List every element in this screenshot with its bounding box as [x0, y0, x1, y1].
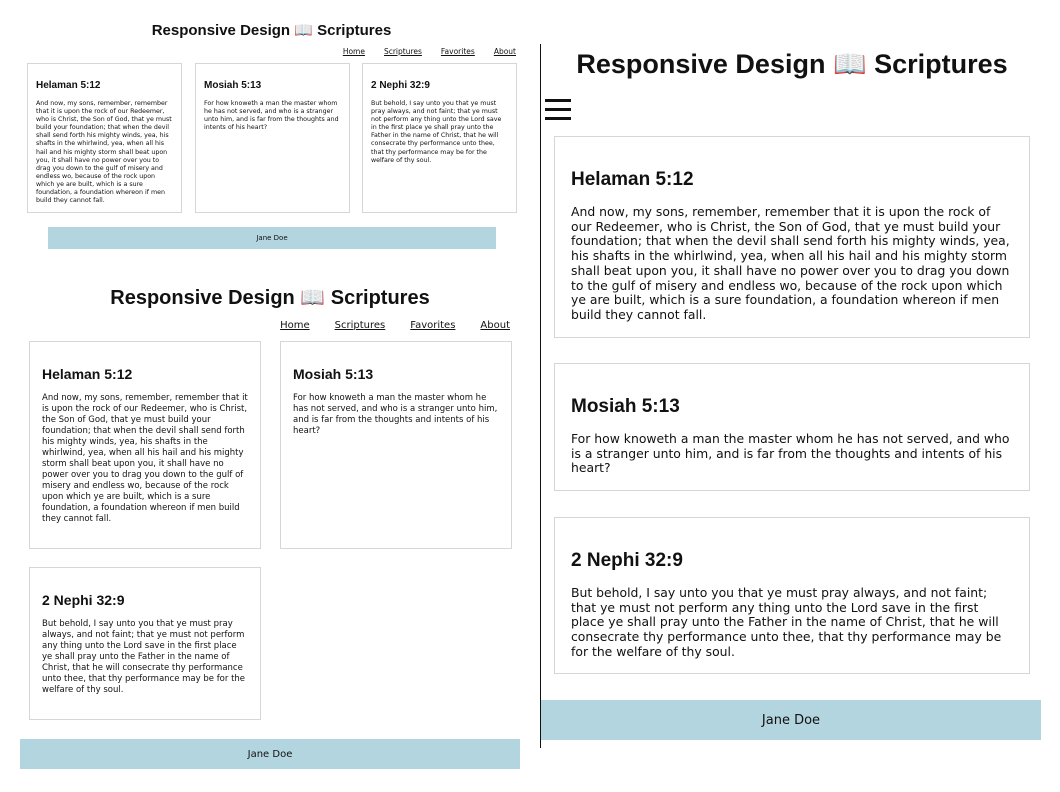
scripture-reference: Mosiah 5:13: [293, 366, 374, 382]
nav-link-about[interactable]: About: [493, 47, 516, 56]
scripture-card-nephi: [362, 63, 517, 213]
scripture-reference: Mosiah 5:13: [571, 396, 680, 417]
scripture-card-helaman: [554, 136, 1030, 338]
scripture-text: And now, my sons, remember, remember that it is upon the rock of our Redeemer, who is Christ, the Son of God, that ye must build your foundation; that when the devil shall send forth his mighty winds, yea, his shafts in the whirlwind, yea, when all his hail and his mighty storm shall beat upon you, it shall have no power over you to drag you down to the gulf of misery and endless wo, because of the rock upon which ye are built, which is a sure foundation, a foundation whereon if men build they cannot fall.: [36, 100, 172, 205]
scripture-text: For how knoweth a man the master whom he has not served, and who is a stranger unto him, and is far from the thoughts and intents of his heart?: [571, 431, 1010, 476]
nav-link-scriptures[interactable]: Scriptures: [334, 320, 386, 331]
scripture-reference: 2 Nephi 32:9: [42, 592, 125, 608]
scripture-text: And now, my sons, remember, remember that it is upon the rock of our Redeemer, who is Christ, the Son of God, that ye must build your foundation; that when the devil shall send forth his mighty winds, yea, his shafts in the whirlwind, yea, when all his hail and his mighty storm shall beat upon you, it shall have no power over you to drag you down to the gulf of misery and endless wo, because of the rock upon which ye are built, which is a sure foundation, a foundation whereon if men build they cannot fall.: [571, 204, 1010, 322]
scripture-card-mosiah: [195, 63, 350, 213]
nav-link-home[interactable]: Home: [342, 47, 365, 56]
scripture-card-nephi: [554, 517, 1030, 674]
scripture-text: But behold, I say unto you that ye must pray always, and not faint; that ye must not perform any thing unto the Lord save in the first place ye shall pray unto the Father in the name of Christ, that he will consecrate thy performance unto thee, that thy performance may be for the welfare of thy soul.: [42, 619, 246, 695]
scripture-reference: 2 Nephi 32:9: [571, 550, 683, 571]
nav-link-scriptures[interactable]: Scriptures: [383, 47, 422, 56]
scripture-text: But behold, I say unto you that ye must pray always, and not faint; that ye must not perform any thing unto the Lord save in the first place ye shall pray unto the Father in the name of Christ, that he will consecrate thy performance unto thee, that thy performance may be for the welfare of thy soul.: [571, 585, 1002, 659]
nav-link-about[interactable]: About: [480, 320, 510, 331]
main-nav-desktop: [300, 47, 516, 56]
scripture-card-helaman: [29, 341, 261, 549]
footer-desktop: Jane Doe: [48, 227, 496, 249]
scripture-text: For how knoweth a man the master whom he has not served, and who is a stranger unto him, and is far from the thoughts and intents of his heart?: [293, 393, 498, 436]
nav-link-home[interactable]: Home: [280, 320, 310, 331]
scripture-reference: 2 Nephi 32:9: [371, 80, 430, 91]
hamburger-menu-icon[interactable]: [545, 99, 571, 120]
scripture-text: And now, my sons, remember, remember that it is upon the rock of our Redeemer, who is Christ, the Son of God, that ye must build your foundation; that when the devil shall send forth his mighty winds, yea, his shafts in the whirlwind, yea, when all his hail and his mighty storm shall beat upon you, it shall have no power over you to drag you down to the gulf of misery and endless wo, because of the rock upon which ye are built, which is a sure foundation, a foundation whereon if men build they cannot fall.: [42, 393, 248, 524]
footer-tablet: Jane Doe: [20, 739, 520, 769]
scripture-reference: Helaman 5:12: [42, 366, 133, 382]
scripture-card-helaman: [27, 63, 182, 213]
page-title-tablet: Responsive Design 📖 Scriptures: [110, 287, 430, 309]
page-title-mobile: Responsive Design 📖 Scriptures: [576, 49, 1008, 79]
scripture-card-mosiah: [280, 341, 512, 549]
scripture-card-mosiah: [554, 363, 1030, 491]
panel-divider: [540, 44, 541, 748]
scripture-text: For how knoweth a man the master whom he has not served, and who is a stranger unto him, and is far from the thoughts and intents of his heart?: [204, 100, 339, 132]
nav-link-favorites[interactable]: Favorites: [440, 47, 475, 56]
scripture-card-nephi: [29, 567, 261, 720]
scripture-reference: Mosiah 5:13: [204, 80, 262, 91]
scripture-reference: Helaman 5:12: [36, 80, 101, 91]
nav-link-favorites[interactable]: Favorites: [410, 320, 456, 331]
scripture-text: But behold, I say unto you that ye must pray always, and not faint; that ye must not perform any thing unto the Lord save in the first place ye shall pray unto the Father in the name of Christ, that he will consecrate thy performance unto thee, that thy performance may be for the welfare of thy soul.: [371, 100, 502, 164]
scripture-reference: Helaman 5:12: [571, 169, 694, 190]
page-title-desktop: Responsive Design 📖 Scriptures: [151, 22, 392, 39]
footer-mobile: Jane Doe: [541, 700, 1041, 740]
main-nav-tablet: [260, 320, 510, 331]
